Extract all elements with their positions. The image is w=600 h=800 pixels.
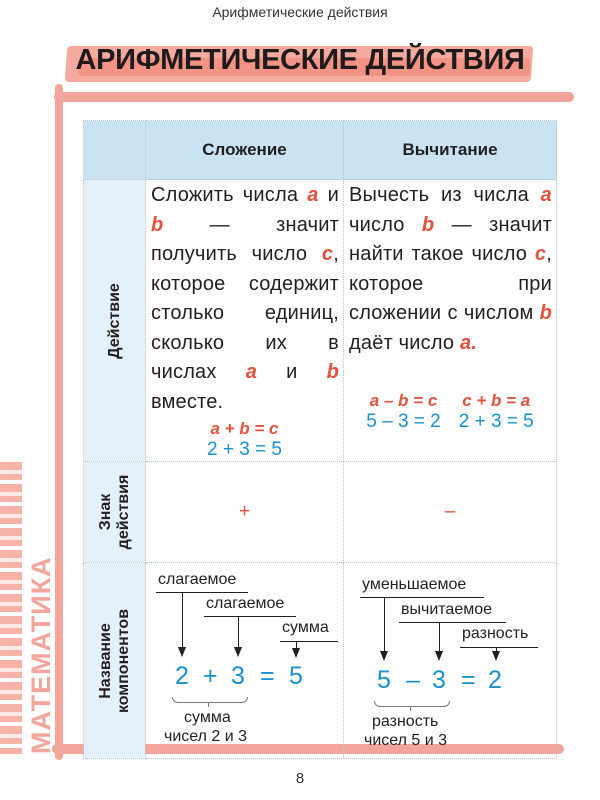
label-line: действия [114,474,132,550]
arrow-line [182,592,183,648]
arrow-down-icon [234,647,242,657]
arrow-down-icon [492,651,500,661]
column-header-addition: Сложение [146,121,344,180]
variable-a: a [307,184,319,206]
text: и [318,184,339,206]
underline [280,641,338,642]
subtraction-components-diagram [344,563,556,758]
text: . [471,331,478,354]
brace-label-2: чисел 5 и 3 [364,732,448,749]
variable-a: a [460,331,472,354]
brace-label-1: сумма [184,709,231,726]
eq-num-2: 3 [432,666,446,694]
text: , которое содержит столько единиц, сколько их в числах [151,243,339,383]
underline [204,616,296,617]
text: и [257,361,327,383]
eq-result: 5 [289,662,303,690]
variable-a: a [540,184,552,206]
side-label: МАТЕМАТИКА [26,556,56,754]
subtraction-definition [344,180,556,358]
header-row [84,121,557,180]
text: вместе. [151,390,224,413]
variable-b: b [539,302,552,324]
action-row [84,180,557,462]
label-line: Знак [96,493,114,531]
brace-tip [410,706,411,711]
components-row [84,563,557,759]
addition-components-diagram [146,563,343,758]
text: Сложить числа [151,184,308,206]
minus-sign: – [344,462,557,563]
underline [360,597,484,598]
row-label-action [84,180,146,462]
arrow-line [439,622,440,652]
row-label-text [97,475,133,550]
underline [399,622,506,623]
label-line: компонентов [114,608,132,713]
arrow-down-icon [292,648,300,658]
row-label-text [97,608,133,712]
addition-components-cell [146,563,344,759]
underline [460,647,538,648]
arrow-down-icon [178,647,186,657]
label-line: Название [96,622,114,699]
variable-b: b [326,361,339,383]
addition-definition [146,180,343,417]
variable-b: b [151,213,164,236]
term2-label: вычитаемое [401,601,493,618]
text: , которое при сложении с числом [349,243,552,324]
eq-op: – [406,666,420,694]
brace-label-2: чисел 2 и 3 [164,728,248,745]
eq-num-2: 3 [231,662,245,690]
top-rule [54,92,574,102]
page-title: АРИФМЕТИЧЕСКИЕ ДЕЙСТВИЯ [75,44,525,76]
term1-label: уменьшаемое [362,576,467,593]
subtraction-example-1: 5 – 3 = 2 [366,411,441,432]
eq-op: + [203,662,218,690]
arrow-line [384,597,385,652]
eq-num-1: 2 [175,662,189,690]
variable-a: a [245,361,258,383]
corner-cell [84,121,146,180]
term1-label: слагаемое [158,571,237,588]
variable-c: c [534,243,547,265]
operations-table [83,120,557,759]
arrow-down-icon [435,651,443,661]
variable-b: b [421,213,435,236]
subtraction-formula-2: c + b = a [462,391,531,410]
subtraction-definition-cell [344,180,557,462]
row-label-components [84,563,146,759]
side-stripe [0,462,22,754]
sign-row [84,462,557,563]
row-label-sign [84,462,146,563]
eq-equals: = [461,666,476,694]
row-label-text: Действие [105,282,123,359]
variable-c: c [321,243,334,265]
term2-label: слагаемое [206,595,285,612]
addition-definition-cell [146,180,344,462]
text: число [349,213,422,236]
brace [374,701,450,707]
result-label: сумма [282,619,329,636]
text: даёт число [349,331,460,354]
column-header-subtraction: Вычитание [344,121,557,180]
subtraction-formulas [344,389,556,433]
underline [156,592,248,593]
addition-example: 2 + 3 = 5 [206,439,282,460]
subtraction-example-2: 2 + 3 = 5 [458,411,534,432]
text: — значит найти такое число [349,213,552,265]
text: — значит получить число [151,213,339,265]
running-head: Арифметические действия [212,4,388,20]
result-label: разность [462,625,529,642]
eq-num-1: 5 [377,666,391,694]
page-number: 8 [295,770,305,787]
brace-label-1: разность [372,713,439,730]
plus-sign: + [146,462,344,563]
eq-equals: = [260,662,275,690]
addition-formula: a + b = c [210,419,279,438]
brace-tip [208,702,209,707]
text: Вычесть из числа [349,184,541,206]
arrow-down-icon [380,651,388,661]
brace [172,697,248,703]
arrow-line [238,616,239,648]
eq-result: 2 [488,666,502,694]
subtraction-components-cell [344,563,557,759]
subtraction-formula-1: a – b = c [369,391,438,410]
